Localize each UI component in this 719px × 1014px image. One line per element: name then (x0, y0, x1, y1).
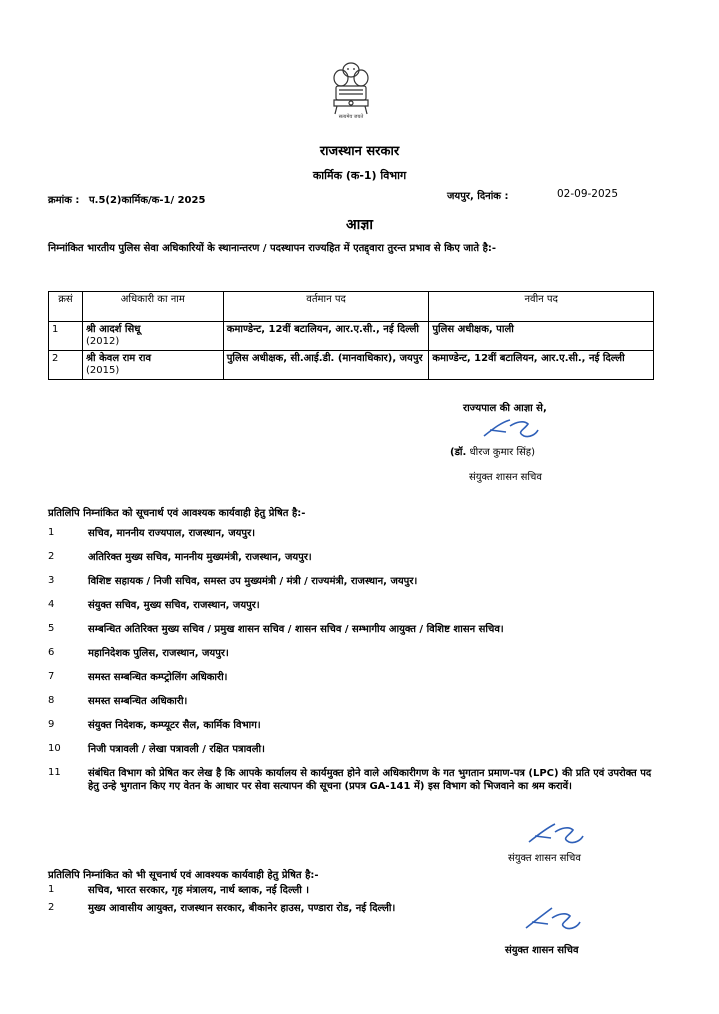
copy-to-heading: प्रतिलिपि निम्नांकित को सूचनार्थ एवं आवश्यक कार्यवाही हेतु प्रेषित है:- (48, 508, 306, 519)
government-heading: राजस्थान सरकार (319, 144, 400, 159)
emblem-motto: सत्यमेव जयते (338, 114, 364, 120)
item-text: मुख्य आवासीय आयुक्त, राजस्थान सरकार, बीकानेर हाउस, पण्डारा रोड, नई दिल्ली। (88, 903, 396, 914)
reference-label: क्रमांक : (48, 195, 80, 206)
signatory-title: संयुक्त शासन सचिव (505, 945, 579, 956)
reference-value: प.5(2)कार्मिक/क-1/ 2025 (88, 195, 206, 206)
row-serial: 2 (49, 351, 83, 380)
list-item (48, 527, 668, 551)
signatory-title: संयुक्त शासन सचिव (508, 853, 581, 864)
signature-icon (522, 902, 582, 932)
order-intro: निम्नांकित भारतीय पुलिस सेवा अधिकारियों के स्थानान्तरण / पदस्थापन राज्यहित में एतद्द्वारा तुरन्त प्रभाव से किए जाते है:- (48, 243, 497, 254)
item-number: 1 (48, 884, 55, 895)
item-text: सचिव, भारत सरकार, गृह मंत्रालय, नार्थ ब्लाक, नई दिल्ली । (88, 885, 310, 896)
current-post: कमाण्डेन्ट, 12वीं बटालियन, आर.ए.सी., नई दिल्ली (223, 322, 429, 351)
order-date: 02-09-2025 (557, 188, 619, 200)
order-title: आज्ञा (346, 217, 373, 233)
department-heading: कार्मिक (क-1) विभाग (312, 169, 407, 182)
place-date-label: जयपुर, दिनांक : (447, 191, 509, 202)
list-item (48, 671, 668, 695)
item-text: विशिष्ट सहायक / निजी सचिव, समस्त उप मुख्यमंत्री / मंत्री / राज्यमंत्री, राजस्थान, जयपुर। (88, 576, 418, 587)
column-header: क्रसं (49, 292, 83, 322)
officer-cell (82, 351, 223, 380)
transfer-table (48, 291, 654, 380)
item-number: 4 (48, 599, 55, 610)
table-header-row (49, 292, 654, 322)
list-item (48, 551, 668, 575)
item-number: 1 (48, 527, 55, 538)
item-text: सचिव, माननीय राज्यपाल, राजस्थान, जयपुर। (88, 528, 255, 539)
copy-to-list (48, 527, 668, 827)
item-number: 10 (48, 743, 61, 754)
by-order-text: राज्यपाल की आज्ञा से, (463, 403, 547, 414)
reference-number (48, 192, 205, 206)
list-item (48, 884, 668, 902)
list-item (48, 695, 668, 719)
item-number: 2 (48, 902, 55, 913)
officer-name: श्री आदर्श सिधू (85, 324, 141, 335)
list-item (48, 599, 668, 623)
officer-batch: (2015) (85, 365, 120, 376)
column-header: नवीन पद (429, 292, 654, 322)
signature-icon (525, 818, 585, 848)
officer-batch: (2012) (85, 336, 120, 347)
signatory-prefix: (डॉ. (450, 447, 467, 458)
national-emblem-icon (325, 58, 377, 120)
item-number: 9 (48, 719, 55, 730)
list-item (48, 719, 668, 743)
officer-cell (82, 322, 223, 351)
signatory-full-name: धीरज कुमार सिंह) (469, 447, 536, 458)
item-text: निजी पत्रावली / लेखा पत्रावली / रक्षित पत्रावली। (88, 744, 265, 755)
list-item (48, 623, 668, 647)
column-header: अधिकारी का नाम (82, 292, 223, 322)
new-post: कमाण्डेन्ट, 12वीं बटालियन, आर.ए.सी., नई दिल्ली (429, 351, 654, 380)
item-number: 3 (48, 575, 55, 586)
item-text: संयुक्त सचिव, मुख्य सचिव, राजस्थान, जयपुर। (88, 600, 260, 611)
item-number: 5 (48, 623, 55, 634)
item-text: अतिरिक्त मुख्य सचिव, माननीय मुख्यमंत्री, राजस्थान, जयपुर। (88, 552, 312, 563)
signature-icon (480, 414, 540, 444)
item-number: 11 (48, 767, 61, 778)
item-text: संयुक्त निदेशक, कम्प्यूटर सैल, कार्मिक विभाग। (88, 720, 261, 731)
item-text: समस्त सम्बन्धित अधिकारी। (88, 696, 188, 707)
item-number: 7 (48, 671, 55, 682)
item-text: समस्त सम्बन्धित कम्प्ट्रोलिंग अधिकारी। (88, 672, 228, 683)
item-number: 2 (48, 551, 55, 562)
current-post: पुलिस अधीक्षक, सी.आई.डी. (मानवाधिकार), जयपुर (223, 351, 429, 380)
table-row (49, 322, 654, 351)
item-text: संबंधित विभाग को प्रेषित कर लेख है कि आपके कार्यालय से कार्यमुक्त होने वाले अधिकारीगण के गत भुगतान प्रमाण-पत्र (LPC) की प्रति एवं उपरोक्त पद हेतु उन्हे भुगतान किए गए वेतन के आधार पर सेवा सत्यापन की सूचना (प्रपत्र GA-141 में) इस विभाग को भिजवाने का श्रम करावें। (88, 768, 652, 792)
column-header: वर्तमान पद (223, 292, 429, 322)
signatory-name (450, 444, 535, 458)
item-number: 8 (48, 695, 55, 706)
officer-name: श्री केवल राम राव (85, 353, 152, 364)
list-item (48, 575, 668, 599)
list-item (48, 647, 668, 671)
item-text: महानिदेशक पुलिस, राजस्थान, जयपुर। (88, 648, 229, 659)
item-number: 6 (48, 647, 55, 658)
list-item (48, 743, 668, 767)
table-row (49, 351, 654, 380)
signatory-title: संयुक्त शासन सचिव (469, 472, 542, 483)
item-text: सम्बन्धित अतिरिक्त मुख्य सचिव / प्रमुख शासन सचिव / शासन सचिव / सम्भागीय आयुक्त / विशिष्ट शासन सचिव। (88, 624, 504, 635)
new-post: पुलिस अधीक्षक, पाली (429, 322, 654, 351)
copy-to-heading: प्रतिलिपि निम्नांकित को भी सूचनार्थ एवं आवश्यक कार्यवाही हेतु प्रेषित है:- (48, 870, 319, 881)
row-serial: 1 (49, 322, 83, 351)
